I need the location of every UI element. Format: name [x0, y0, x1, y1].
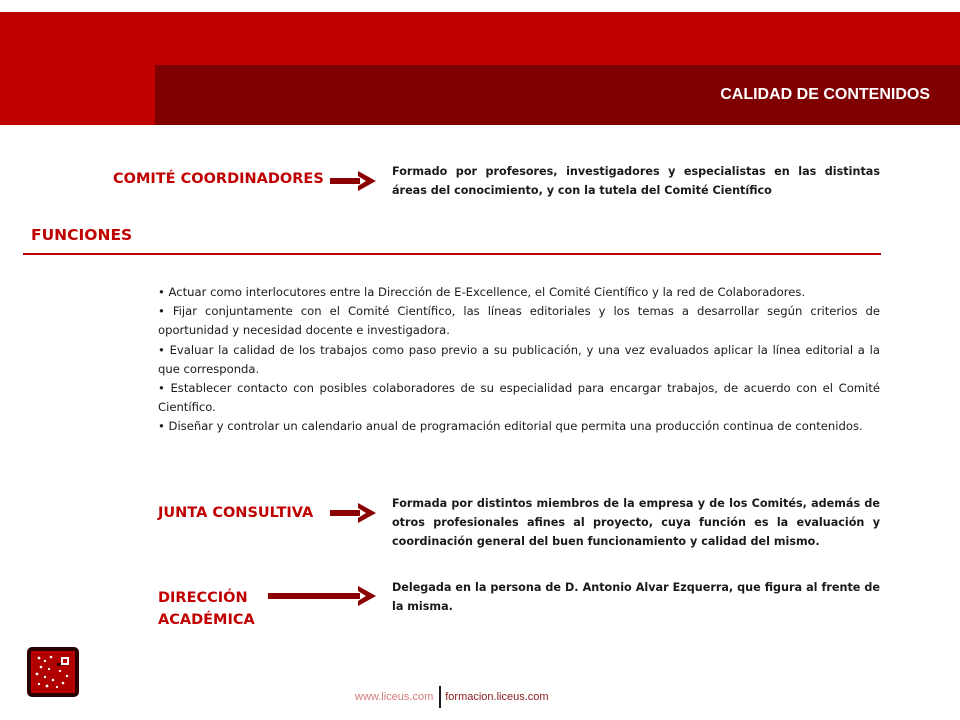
- direccion-heading-line2: ACADÉMICA: [158, 612, 255, 628]
- funciones-heading: FUNCIONES: [31, 226, 133, 244]
- section-title: CALIDAD DE CONTENIDOS: [720, 86, 930, 103]
- arrow-right-icon: [330, 170, 376, 192]
- list-item: • Fijar conjuntamente con el Comité Científico, las líneas editoriales y los temas a desarrollar según criterios de oportunidad y necesidad docente e investigadora.: [158, 302, 880, 340]
- funciones-divider: [23, 253, 881, 255]
- list-item: • Diseñar y controlar un calendario anual de programación editorial que permita una producción continua de contenidos.: [158, 417, 880, 436]
- funciones-list: [158, 283, 880, 437]
- footer-links: [355, 686, 549, 708]
- direccion-heading-line1: DIRECCIÓN: [158, 590, 248, 606]
- arrow-right-icon: [330, 502, 376, 524]
- liceus-logo: [27, 647, 79, 697]
- footer-link-formacion[interactable]: formacion.liceus.com: [445, 691, 549, 703]
- comite-heading: COMITÉ COORDINADORES: [113, 171, 324, 187]
- junta-description: Formada por distintos miembros de la empresa y de los Comités, además de otros profesionales afines al proyecto, cuya función es la evaluación y coordinación general del buen funcionamiento y calidad del mismo.: [392, 497, 880, 548]
- arrow-right-icon: [268, 585, 376, 607]
- comite-description: Formado por profesores, investigadores y especialistas en las distintas áreas del conocimiento, y con la tutela del Comité Científico: [392, 165, 880, 197]
- footer-separator: [439, 686, 441, 708]
- direccion-description: Delegada en la persona de D. Antonio Alvar Ezquerra, que figura al frente de la misma.: [392, 581, 880, 613]
- list-item: • Establecer contacto con posibles colaboradores de su especialidad para encargar trabajos, de acuerdo con el Comité Científico.: [158, 379, 880, 417]
- header-band-left: [0, 65, 155, 125]
- junta-heading: JUNTA CONSULTIVA: [158, 505, 314, 521]
- header-band-top: [0, 12, 960, 65]
- list-item: • Actuar como interlocutores entre la Dirección de E-Excellence, el Comité Científico y la red de Colaboradores.: [158, 283, 880, 302]
- direccion-heading: [158, 587, 255, 631]
- list-item: • Evaluar la calidad de los trabajos como paso previo a su publicación, y una vez evaluados aplicar la línea editorial a la que corresponda.: [158, 341, 880, 379]
- footer-link-liceus[interactable]: www.liceus.com: [355, 691, 434, 703]
